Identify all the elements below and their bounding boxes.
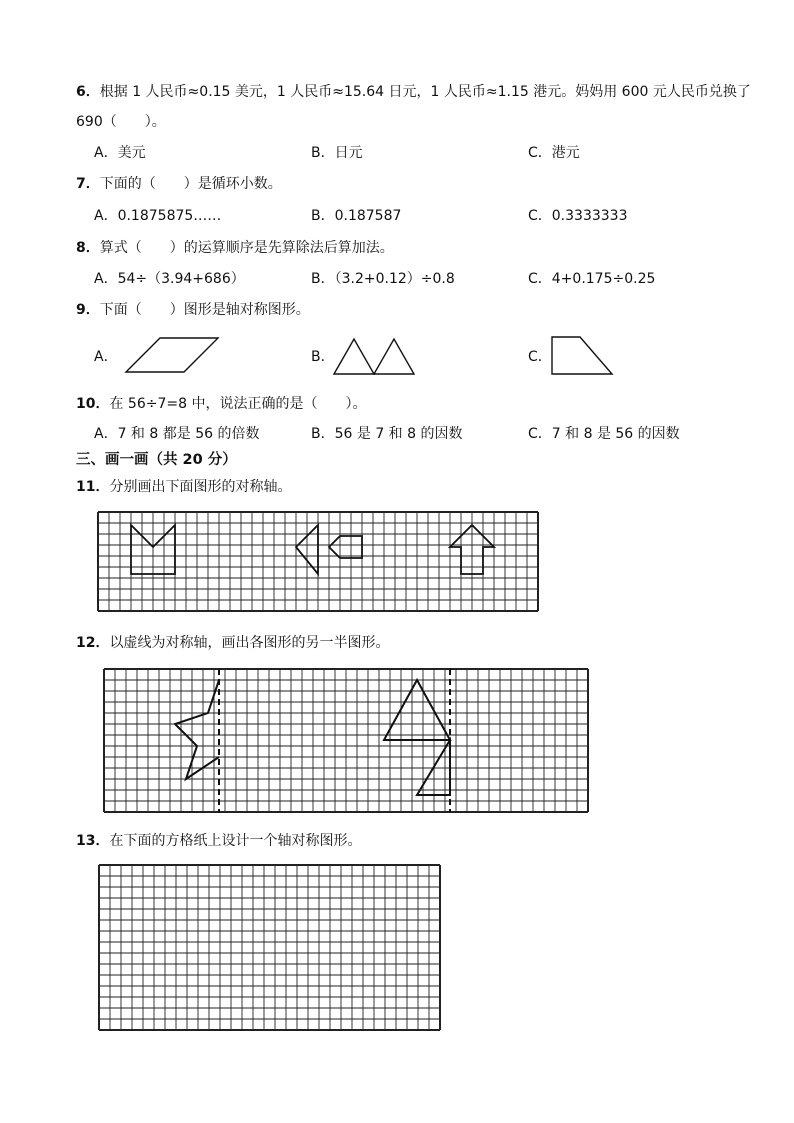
triangle-shape bbox=[384, 680, 450, 740]
option-a[interactable]: A．美元 bbox=[94, 145, 146, 161]
question-number: 8． bbox=[76, 240, 100, 256]
question-text: 算式（ ）的运算顺序是先算除法后算加法。 bbox=[99, 240, 394, 256]
question-7 bbox=[76, 174, 282, 194]
grid-q11[interactable] bbox=[96, 510, 548, 614]
question-8 bbox=[76, 238, 394, 258]
question-number: 6． bbox=[76, 84, 100, 100]
question-number: 10． bbox=[76, 396, 110, 412]
question-text: 在 56÷7=8 中，说法正确的是（ ）。 bbox=[109, 396, 367, 412]
option-b[interactable]: B．（3.2+0.12）÷0.8 bbox=[311, 271, 455, 287]
option-b[interactable]: B．56 是 7 和 8 的因数 bbox=[311, 426, 463, 442]
question-text: 下面（ ）图形是轴对称图形。 bbox=[99, 302, 310, 318]
option-a[interactable]: A．54÷（3.94+686） bbox=[94, 271, 245, 287]
grid-q13-lines bbox=[99, 865, 440, 1030]
question-number: 7． bbox=[76, 176, 100, 192]
option-c[interactable]: C．港元 bbox=[528, 145, 580, 161]
grid-q12-lines bbox=[104, 669, 588, 812]
pentagon-shape bbox=[329, 536, 362, 558]
question-text: 下面的（ ）是循环小数。 bbox=[99, 176, 282, 192]
question-text: 分别画出下面图形的对称轴。 bbox=[109, 479, 292, 495]
question-6-continued bbox=[76, 112, 166, 132]
option-c[interactable]: C．0.3333333 bbox=[528, 208, 628, 224]
option-c[interactable]: C．7 和 8 是 56 的因数 bbox=[528, 426, 680, 442]
question-12 bbox=[76, 633, 389, 653]
question-number: 13． bbox=[76, 833, 110, 849]
option-b[interactable]: B． bbox=[311, 349, 335, 365]
two-triangles-icon[interactable] bbox=[332, 334, 416, 378]
trapezoid-icon[interactable] bbox=[550, 334, 616, 378]
option-c[interactable]: C．4+0.175÷0.25 bbox=[528, 271, 656, 287]
question-number: 12． bbox=[76, 635, 110, 651]
question-13 bbox=[76, 831, 361, 851]
grid-q13[interactable] bbox=[97, 863, 445, 1037]
question-text: 根据 1 人民币≈0.15 美元，1 人民币≈15.64 日元，1 人民币≈1.15 港元。妈妈用 600 元人民币兑换了 bbox=[99, 84, 751, 100]
option-a[interactable]: A．0.1875875…… bbox=[94, 208, 222, 224]
question-number: 9． bbox=[76, 302, 100, 318]
question-11 bbox=[76, 477, 291, 497]
question-text-continued: 690（ ）。 bbox=[76, 114, 166, 130]
option-b[interactable]: B．0.187587 bbox=[311, 208, 402, 224]
question-text: 在下面的方格纸上设计一个轴对称图形。 bbox=[109, 833, 362, 849]
question-9 bbox=[76, 300, 310, 320]
parallelogram-icon[interactable] bbox=[122, 334, 222, 376]
half-star-shape bbox=[175, 680, 219, 779]
question-10 bbox=[76, 394, 366, 414]
grid-q12[interactable] bbox=[102, 667, 602, 819]
option-b[interactable]: B．日元 bbox=[311, 145, 363, 161]
question-number: 11． bbox=[76, 479, 110, 495]
question-6 bbox=[76, 82, 751, 102]
option-a[interactable]: A．7 和 8 都是 56 的倍数 bbox=[94, 426, 260, 442]
option-a[interactable]: A． bbox=[94, 349, 118, 365]
question-text: 以虚线为对称轴，画出各图形的另一半图形。 bbox=[109, 635, 390, 651]
section-title: 三、画一画（共 20 分） bbox=[76, 452, 237, 468]
option-c[interactable]: C． bbox=[528, 349, 552, 365]
